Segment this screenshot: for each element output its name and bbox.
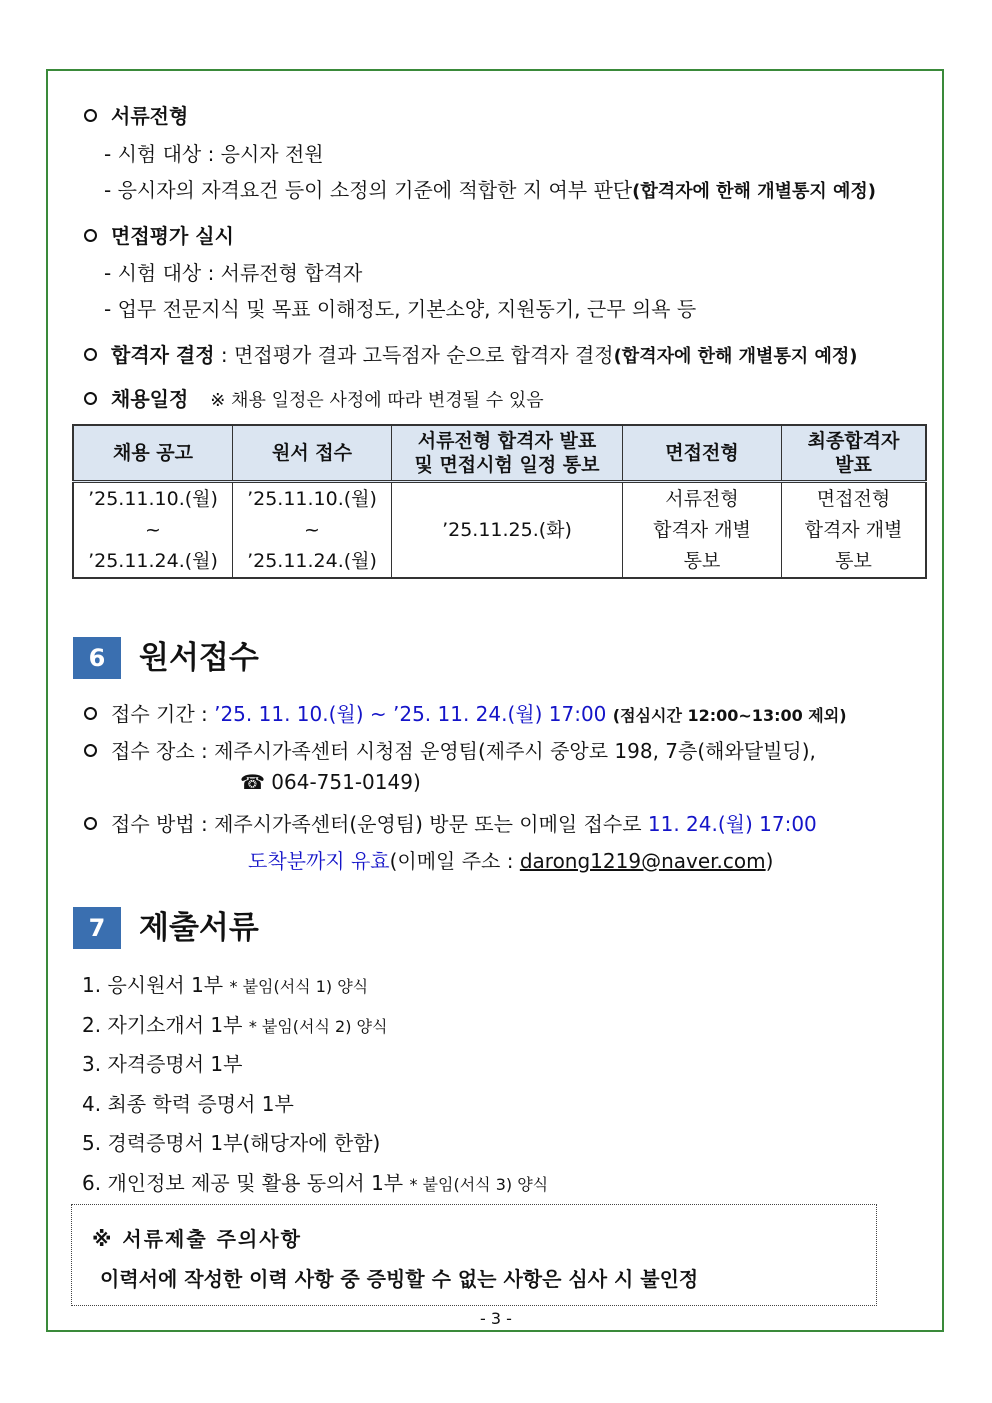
page-number: - 3 -: [480, 1309, 512, 1328]
circle-bullet-icon: [84, 229, 97, 242]
section-number: 7: [73, 907, 121, 949]
application-phone: ☎ 064-751-0149): [240, 770, 421, 794]
section-title: 제출서류: [139, 910, 259, 946]
circle-bullet-icon: [84, 817, 97, 830]
list-item: 3. 자격증명서 1부: [82, 1052, 243, 1076]
screening-item: - 응시자의 자격요건 등이 소정의 기준에 적합한 지 여부 판단(합격자에 한해 개별통지 예정): [104, 178, 877, 202]
table-header-cell: 채용 공고: [73, 425, 233, 482]
caution-title: ※ 서류제출 주의사항: [92, 1227, 302, 1251]
circle-bullet-icon: [84, 348, 97, 361]
list-item: 1. 응시원서 1부 * 붙임(서식 1) 양식: [82, 973, 369, 997]
schedule-heading: 채용일정 ※ 채용 일정은 사정에 따라 변경될 수 있음: [84, 383, 544, 412]
table-cell: 서류전형 합격자 개별 통보: [623, 482, 782, 579]
table-cell: ’25.11.10.(월) ~ ’25.11.24.(월): [233, 482, 392, 579]
table-header-cell: 최종합격자 발표: [782, 425, 927, 482]
table-header-cell: 원서 접수: [233, 425, 392, 482]
screening-heading: 서류전형: [84, 100, 188, 129]
list-item: 6. 개인정보 제공 및 활용 동의서 1부 * 붙임(서식 3) 양식: [82, 1171, 549, 1195]
application-method: 접수 방법 : 제주시가족센터(운영팀) 방문 또는 이메일 접수로 11. 24.(월) 17:00: [84, 808, 817, 837]
table-header-row: [73, 425, 926, 482]
table-cell: ’25.11.10.(월) ~ ’25.11.24.(월): [73, 482, 233, 579]
caution-box: [71, 1204, 877, 1306]
table-header-cell: 면접전형: [623, 425, 782, 482]
interview-heading: 면접평가 실시: [84, 220, 234, 249]
application-method-cont: 도착분까지 유효(이메일 주소 : darong1219@naver.com): [248, 849, 774, 873]
section-number: 6: [73, 637, 121, 679]
application-place: 접수 장소 : 제주시가족센터 시청점 운영팀(제주시 중앙로 198, 7층(해와달빌딩),: [84, 735, 816, 764]
section-title: 원서접수: [139, 640, 259, 676]
caution-text: 이력서에 작성한 이력 사항 중 증빙할 수 없는 사항은 심사 시 불인정: [100, 1267, 699, 1291]
interview-item: - 시험 대상 : 서류전형 합격자: [104, 261, 363, 285]
list-item: 5. 경력증명서 1부(해당자에 한함): [82, 1131, 381, 1155]
schedule-table: [72, 424, 927, 579]
decision-line: 합격자 결정 : 면접평가 결과 고득점자 순으로 합격자 결정(합격자에 한해 개별통지 예정): [84, 339, 858, 368]
table-cell: 면접전형 합격자 개별 통보: [782, 482, 927, 579]
email-link[interactable]: darong1219@naver.com: [519, 849, 766, 873]
list-item: 2. 자기소개서 1부 * 붙임(서식 2) 양식: [82, 1013, 388, 1037]
circle-bullet-icon: [84, 707, 97, 720]
list-item: 4. 최종 학력 증명서 1부: [82, 1092, 294, 1116]
application-period: 접수 기간 : ’25. 11. 10.(월) ~ ’25. 11. 24.(월) 17:00 (점심시간 12:00~13:00 제외): [84, 698, 847, 727]
table-header-cell: 서류전형 합격자 발표 및 면접시험 일정 통보: [392, 425, 623, 482]
circle-bullet-icon: [84, 109, 97, 122]
circle-bullet-icon: [84, 392, 97, 405]
table-row: [73, 482, 926, 579]
circle-bullet-icon: [84, 744, 97, 757]
screening-item: - 시험 대상 : 응시자 전원: [104, 142, 324, 166]
table-cell: ’25.11.25.(화): [392, 482, 623, 579]
interview-item: - 업무 전문지식 및 목표 이해정도, 기본소양, 지원동기, 근무 의욕 등: [104, 297, 697, 321]
